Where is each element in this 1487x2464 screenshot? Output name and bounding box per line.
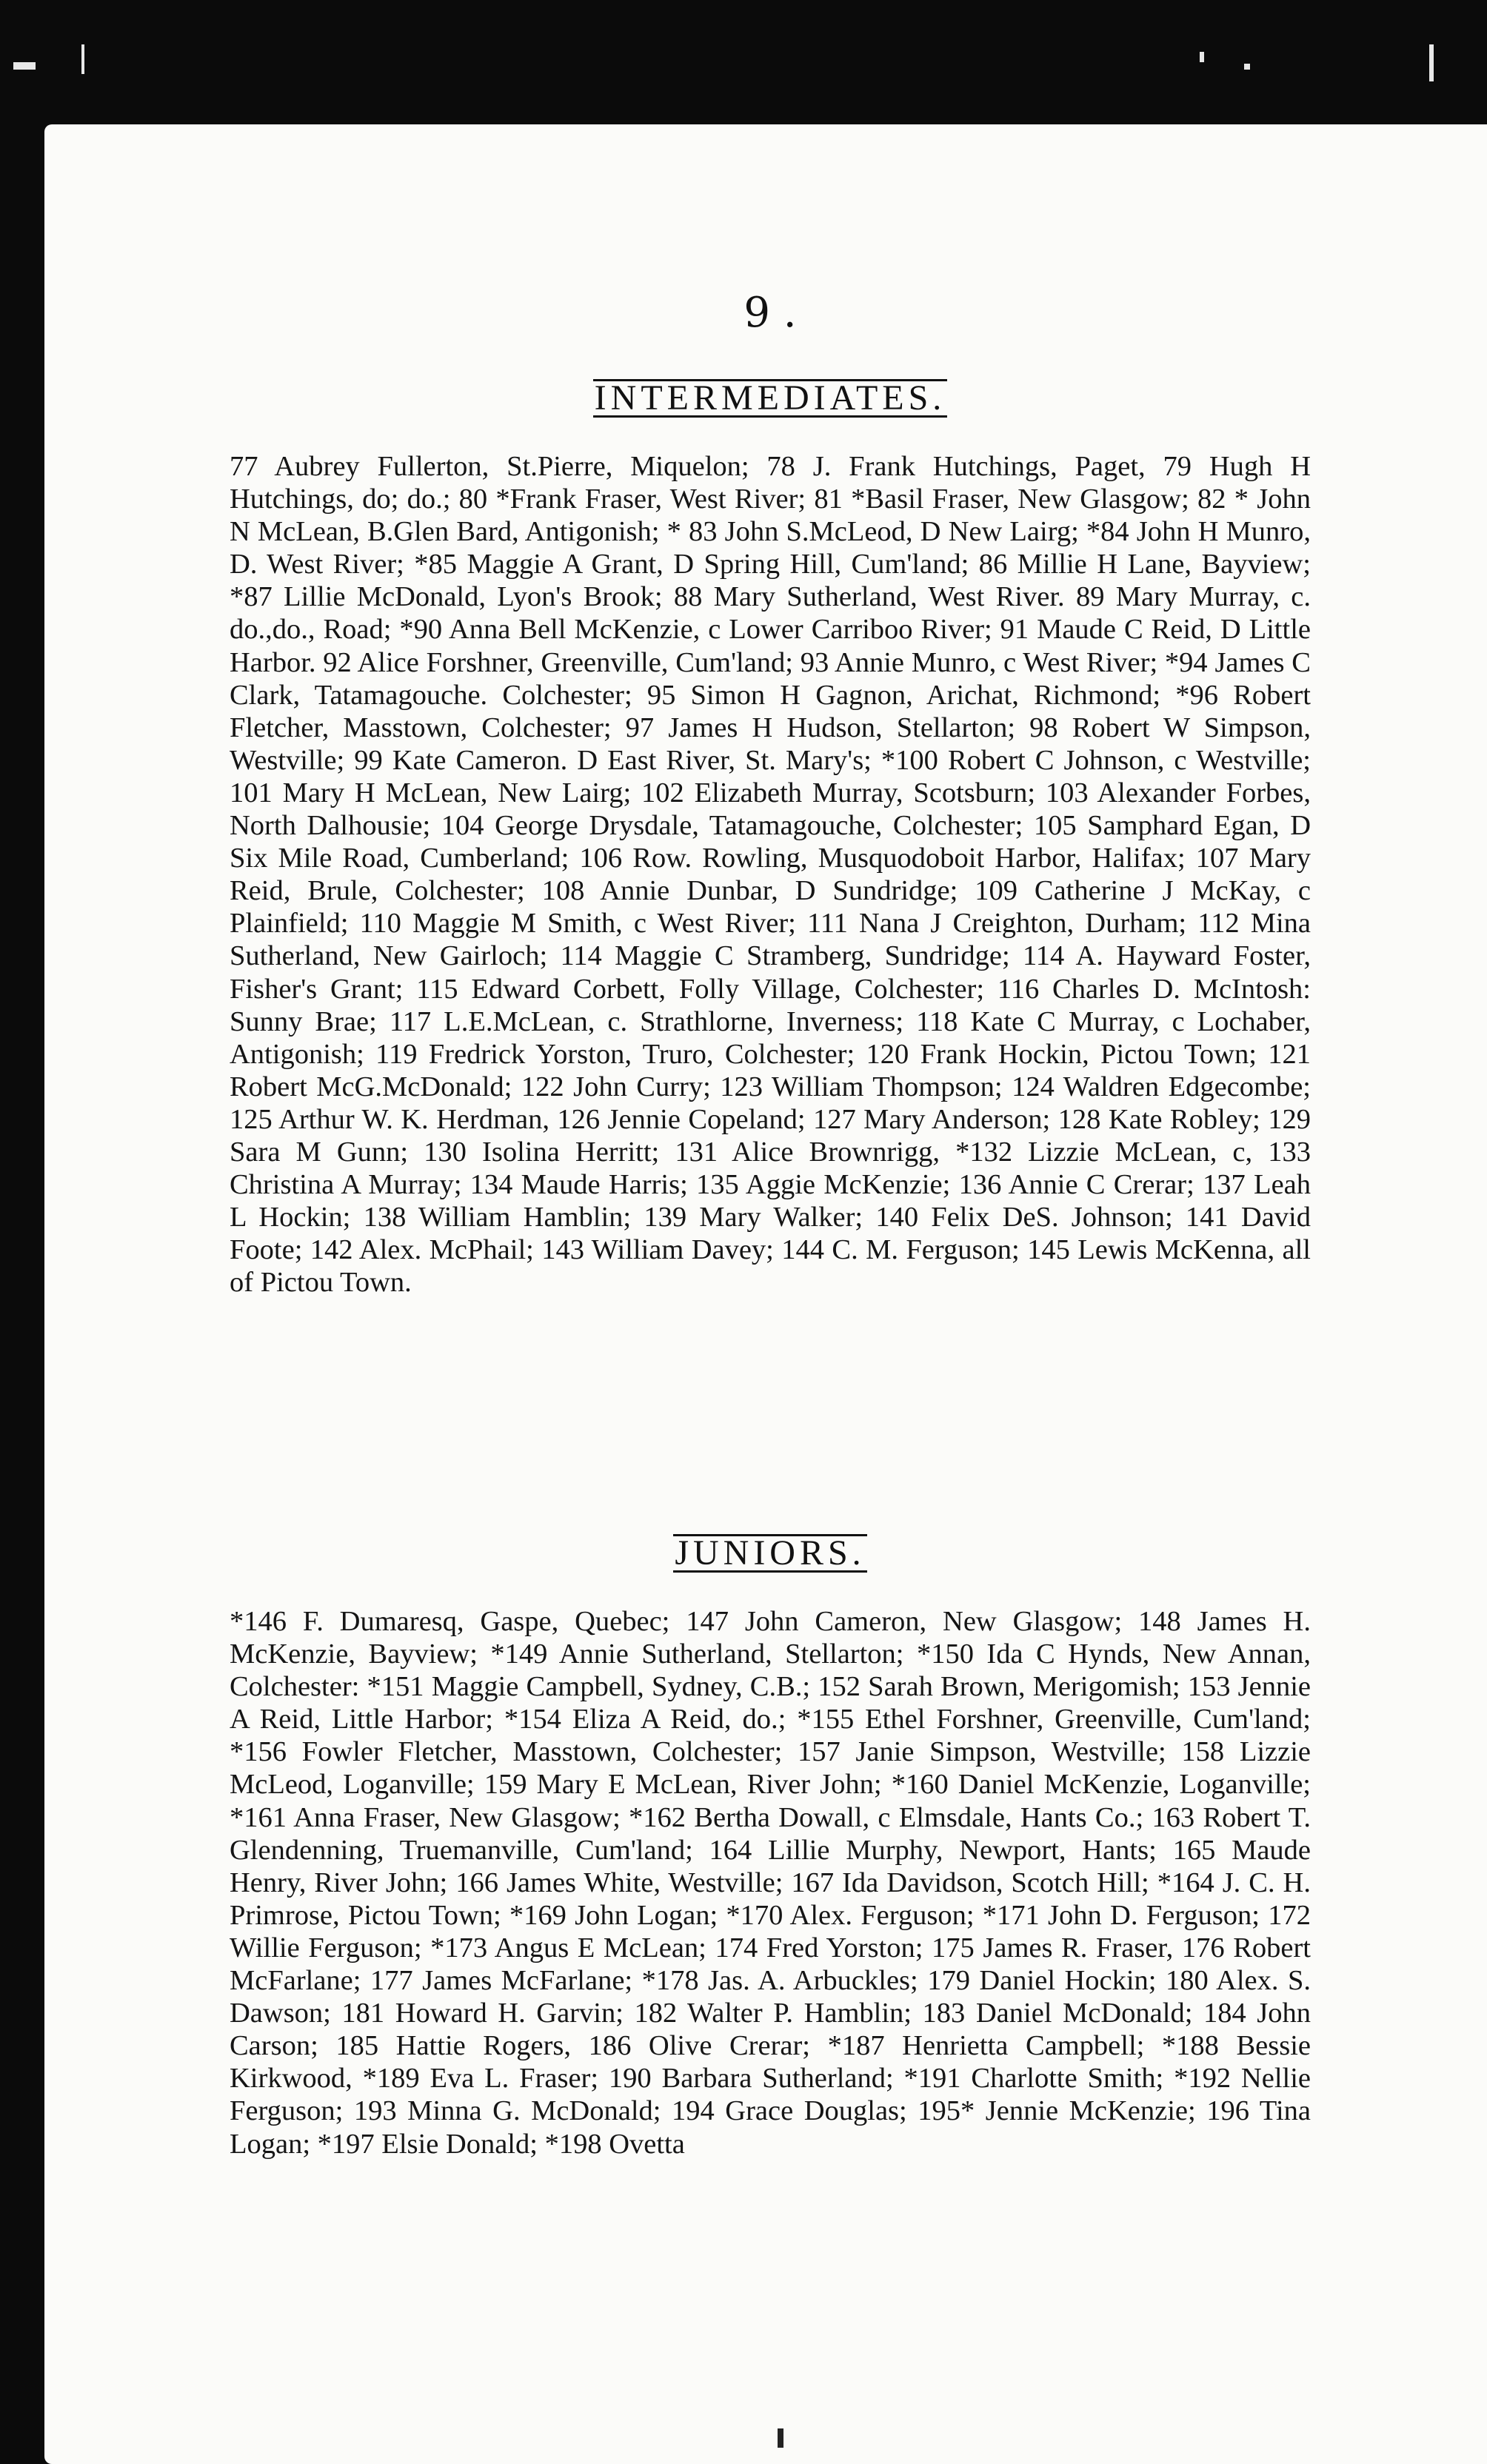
scan-speck	[1200, 52, 1204, 62]
scan-bottom-mark	[778, 2428, 783, 2448]
scan-speck	[1429, 44, 1434, 81]
scan-speck	[13, 62, 36, 70]
page-number: 9 .	[744, 289, 797, 337]
scan-speck	[1244, 64, 1250, 70]
intermediates-list: 77 Aubrey Fullerton, St.Pierre, Miquelon; 78 J. Frank Hutchings, Paget, 79 Hugh H Hutchings, do; do.; 80 *Frank Fraser, West River; 81 *Basil Fraser, New Glasgow; 82 * John N McLean, B.Glen Bard, Antigonish; * 83 John S.McLeod, D New Lairg; *84 John H Munro, D. West River; *85 Maggie A Grant, D Spring Hill, Cum'land; 86 Millie H Lane, Bayview; *87 Lillie McDonald, Lyon's Brook; 88 Mary Sutherland, West River. 89 Mary Murray, c. do.,do., Road; *90 Anna Bell McKenzie, c Lower Carriboo River; 91 Maude C Reid, D Little Harbor. 92 Alice Forshner, Greenville, Cum'land; 93 Annie Munro, c West River; *94 James C Clark, Tatamagouche. Colchester; 95 Simon H Gagnon, Arichat, Richmond; *96 Robert Fletcher, Masstown, Colchester; 97 James H Hudson, Stellarton; 98 Robert W Simpson, Westville; 99 Kate Cameron. D East River, St. Mary's; *100 Robert C Johnson, c Westville; 101 Mary H McLean, New Lairg; 102 Elizabeth Murray, Scotsburn; 103 Alexander Forbes, North Dalhousie; 104 George Drysdale, Tatamagouche, Colchester; 105 Samphard Egan, D Six Mile Road, Cumberland; 106 Row. Rowling, Musquodoboit Harbor, Halifax; 107 Mary Reid, Brule, Colchester; 108 Annie Dunbar, D Sundridge; 109 Catherine J McKay, c Plainfield; 110 Maggie M Smith, c West River; 111 Nana J Creighton, Durham; 112 Mina Sutherland, New Gairloch; 114 Maggie C Stramberg, Sundridge; 114 A. Hayward Foster, Fisher's Grant; 115 Edward Corbett, Folly Village, Colchester; 116 Charles D. McIntosh: Sunny Brae; 117 L.E.McLean, c. Strathlorne, Inverness; 118 Kate C Murray, c Lochaber, Antigonish; 119 Fredrick Yorston, Truro, Colchester; 120 Frank Hockin, Pictou Town; 121 Robert McG.McDonald; 122 John Curry; 123 William Thompson; 124 Waldren Edgecombe; 125 Arthur W. K. Herdman, 126 Jennie Copeland; 127 Mary Anderson; 128 Kate Robley; 129 Sara M Gunn; 130 Isolina Herritt; 131 Alice Brownrigg, *132 Lizzie McLean, c, 133 Christina A Murray; 134 Maude Harris; 135 Aggie McKenzie; 136 Annie C Crerar; 137 Leah L Hockin; 138 William Hamblin; 139 Mary Walker; 140 Felix DeS. Johnson; 141 David Foote; 142 Alex. McPhail; 143 William Davey; 144 C. M. Ferguson; 145 Lewis McKenna, all of Pictou Town.	[230, 451, 1311, 1299]
intermediates-heading	[230, 376, 1311, 421]
juniors-heading-text: JUNIORS.	[675, 1533, 866, 1573]
juniors-heading	[230, 1531, 1311, 1576]
document-page	[44, 124, 1487, 2464]
page-content	[230, 287, 1311, 2257]
juniors-list: *146 F. Dumaresq, Gaspe, Quebec; 147 John Cameron, New Glasgow; 148 James H. McKenzie, Bayview; *149 Annie Sutherland, Stellarton; *150 Ida C Hynds, New Annan, Colchester: *151 Maggie Campbell, Sydney, C.B.; 152 Sarah Brown, Merigomish; 153 Jennie A Reid, Little Harbor; *154 Eliza A Reid, do.; *155 Ethel Forshner, Greenville, Cum'land; *156 Fowler Fletcher, Masstown, Colchester; 157 Janie Simpson, Westville; 158 Lizzie McLeod, Loganville; 159 Mary E McLean, River John; *160 Daniel McKenzie, Loganville; *161 Anna Fraser, New Glasgow; *162 Bertha Dowall, c Elmsdale, Hants Co.; 163 Robert T. Glendenning, Truemanville, Cum'land; 164 Lillie Murphy, Newport, Hants; 165 Maude Henry, River John; 166 James White, Westville; 167 Ida Davidson, Scotch Hill; *164 J. C. H. Primrose, Pictou Town; *169 John Logan; *170 Alex. Ferguson; *171 John D. Ferguson; 172 Willie Ferguson; *173 Angus E McLean; 174 Fred Yorston; 175 James R. Fraser, 176 Robert McFarlane; 177 James McFarlane; *178 Jas. A. Arbuckles; 179 Daniel Hockin; 180 Alex. S. Dawson; 181 Howard H. Garvin; 182 Walter P. Hamblin; 183 Daniel McDonald; 184 John Carson; 185 Hattie Rogers, 186 Olive Crerar; *187 Henrietta Campbell; *188 Bessie Kirkwood, *189 Eva L. Fraser; 190 Barbara Sutherland; *191 Charlotte Smith; *192 Nellie Ferguson; 193 Minna G. McDonald; 194 Grace Douglas; 195* Jennie McKenzie; 196 Tina Logan; *197 Elsie Donald; *198 Ovetta	[230, 1606, 1311, 2160]
scan-dark-border	[0, 0, 1487, 126]
intermediates-heading-text: INTERMEDIATES.	[594, 378, 946, 418]
scan-speck	[81, 44, 84, 74]
